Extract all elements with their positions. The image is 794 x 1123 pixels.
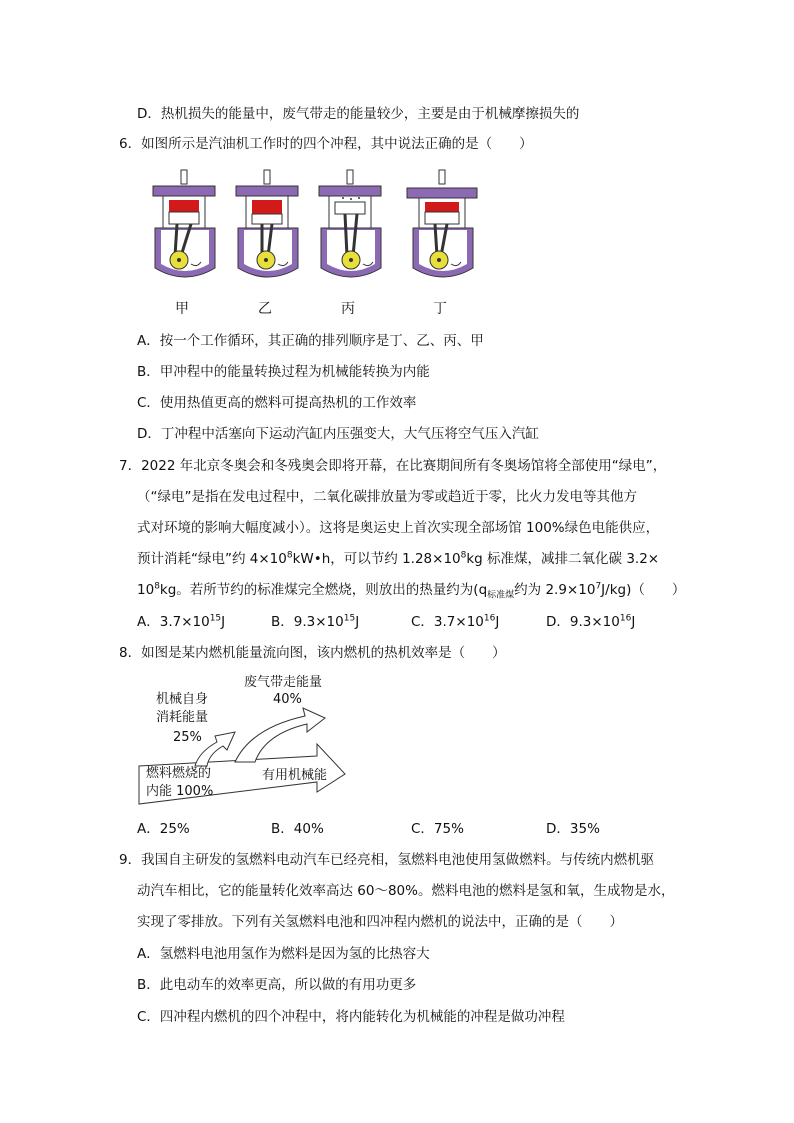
q8-option-d: D．35% bbox=[546, 821, 600, 837]
q8-stem: 8．如图是某内燃机能量流向图，该内燃机的热机效率是（ ） bbox=[119, 645, 506, 661]
q7-option-d: D．$9.3\times 10^{16}J$ bbox=[546, 613, 636, 630]
fuel-label-2: 内能 100% bbox=[146, 784, 214, 799]
exhaust-arrow bbox=[235, 708, 325, 762]
engine-strokes-figure bbox=[145, 168, 465, 288]
engine-label-jia: 甲 bbox=[175, 301, 189, 317]
engine-label-ding: 丁 bbox=[433, 301, 447, 317]
q7-option-c: C．$3.7\times 10^{16}J$ bbox=[411, 613, 500, 630]
q7-option-a: A．$3.7\times 10^{15}J$ bbox=[137, 613, 226, 630]
q9-option-b: B．此电动车的效率更高，所以做的有用功更多 bbox=[137, 977, 417, 993]
q7-option-b: B．$9.3\times 10^{15}J$ bbox=[271, 613, 360, 630]
engine-label-yi: 乙 bbox=[258, 301, 272, 317]
q9-option-a: A．氢燃料电池用氢作为燃料是因为氢的比热容大 bbox=[137, 946, 430, 962]
mech-pct: 25% bbox=[173, 730, 202, 745]
q6-option-c: C．使用热值更高的燃料可提高热机的工作效率 bbox=[137, 395, 417, 411]
exhaust-label: 废气带走能量 bbox=[244, 675, 323, 690]
engine-ding bbox=[403, 168, 483, 288]
useful-label: 有用机械能 bbox=[262, 768, 328, 783]
q7-line5: $10^8kg$。若所节约的标准煤完全燃烧，则放出的热量约为($q_{标准煤}$约为 $2.9\times 10^7J/kg$)（ ） bbox=[137, 581, 686, 601]
engine-yi bbox=[228, 168, 308, 288]
q6-option-b: B．甲冲程中的能量转换过程为机械能转换为内能 bbox=[137, 364, 430, 380]
engine-bing bbox=[311, 168, 391, 288]
q6-option-a: A．按一个工作循环，其正确的排列顺序是丁、乙、丙、甲 bbox=[137, 333, 484, 349]
fuel-label-1: 燃料燃烧的 bbox=[146, 766, 212, 781]
q8-option-c: C．75% bbox=[411, 821, 464, 837]
q9-line3: 实现了零排放。下列有关氢燃料电池和四冲程内燃机的说法中，正确的是（ ） bbox=[137, 914, 623, 930]
mech-label-1: 机械自身 bbox=[156, 692, 209, 707]
q8-option-b: B．40% bbox=[271, 821, 324, 837]
engine-label-bing: 丙 bbox=[341, 301, 355, 317]
q7-line3: 式对环境的影响大幅度减小）。这将是奥运史上首次实现全部场馆 100%绿色电能供应， bbox=[137, 520, 660, 536]
engine-jia bbox=[145, 168, 225, 288]
q8-option-a: A．25% bbox=[137, 821, 190, 837]
mech-label-2: 消耗能量 bbox=[156, 710, 209, 725]
q7-line2: （“绿电”是指在发电过程中，二氧化碳排放量为零或趋近于零，比火力发电等其他方 bbox=[137, 489, 637, 505]
q9-option-c: C．四冲程内燃机的四个冲程中，将内能转化为机械能的冲程是做功冲程 bbox=[137, 1009, 565, 1025]
q7-line1: 7．2022 年北京冬奥会和冬残奥会即将开幕，在比赛期间所有冬奥场馆将全部使用“绿电”， bbox=[119, 458, 667, 474]
q6-option-d: D．丁冲程中活塞向下运动汽缸内压强变大，大气压将空气压入汽缸 bbox=[137, 426, 539, 442]
q7-line4: 预计消耗“绿电”约 $4\times 10^8kW•h$，可以节约 $1.28\times 10^8kg$ 标准煤，减排二氧化碳 3.2× bbox=[137, 550, 660, 567]
q5-option-d: D．热机损失的能量中，废气带走的能量较少，主要是由于机械摩擦损失的 bbox=[137, 106, 580, 122]
exhaust-pct: 40% bbox=[273, 692, 302, 707]
q9-line1: 9．我国自主研发的氢燃料电动汽车已经亮相，氢燃料电池使用氢做燃料。与传统内燃机驱 bbox=[119, 852, 655, 868]
q6-stem: 6．如图所示是汽油机工作时的四个冲程，其中说法正确的是（ ） bbox=[119, 136, 533, 152]
q9-line2: 动汽车相比，它的能量转化效率高达 60～80%。燃料电池的燃料是氢和氧，生成物是水， bbox=[137, 883, 675, 899]
